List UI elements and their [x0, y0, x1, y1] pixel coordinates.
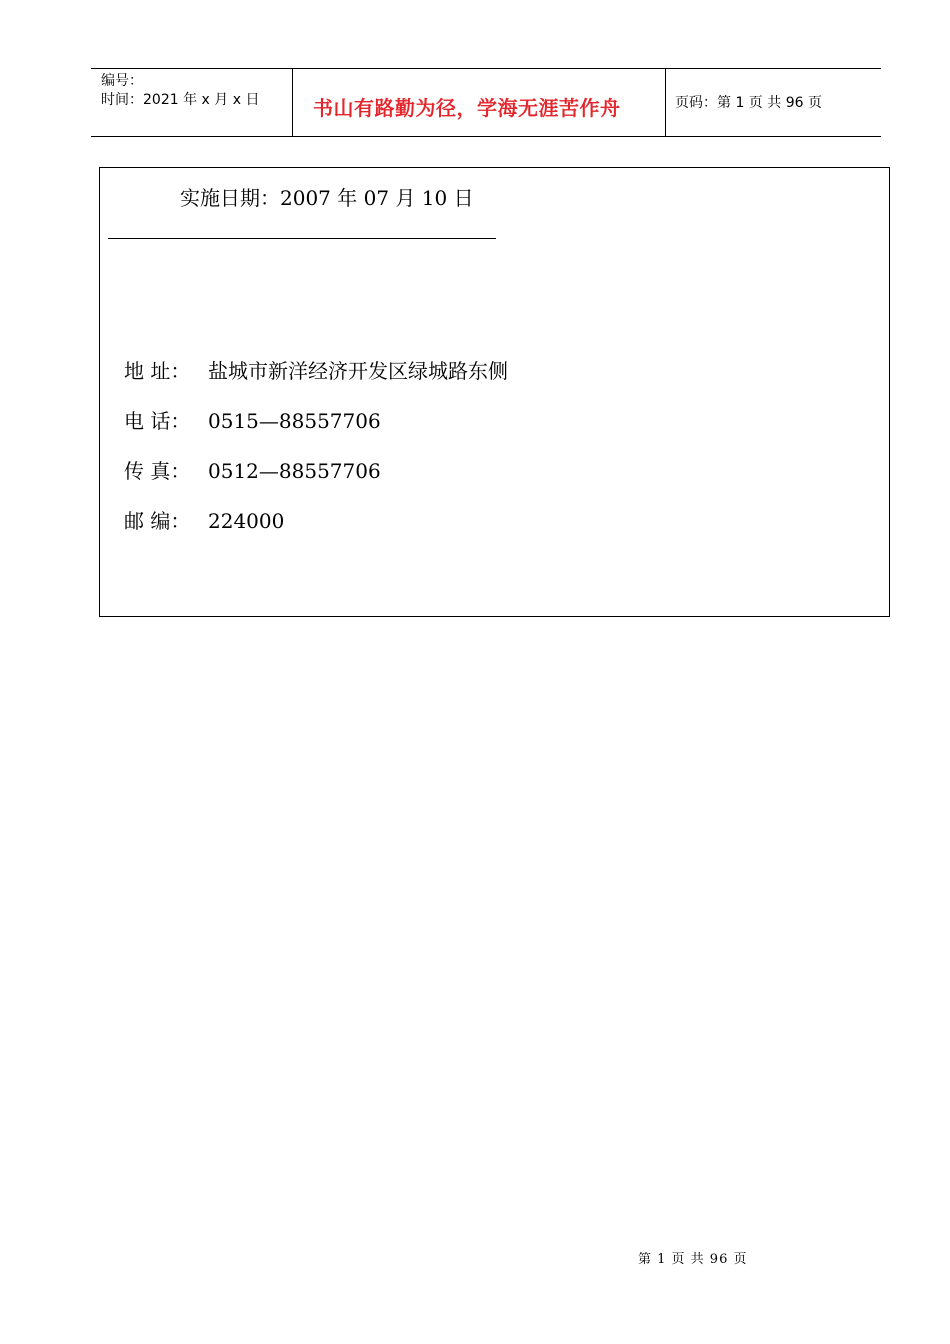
fax-label: 传 真： [124, 459, 191, 483]
document-header [91, 68, 881, 137]
signature-line [108, 238, 496, 239]
time-text: 时间：2021 年 x 月 x 日 [101, 92, 260, 108]
implementation-date: 实施日期：2007 年 07 月 10 日 [180, 186, 474, 210]
code-label: 编号： [101, 73, 143, 89]
header-middle-cell [293, 69, 666, 136]
header-page-number: 页码：第 1 页 共 96 页 [675, 95, 822, 111]
header-right-cell [666, 69, 881, 136]
motto-text: 书山有路勤为径，学海无涯苦作舟 [313, 96, 621, 120]
address-value: 盐城市新洋经济开发区绿城路东侧 [208, 359, 508, 383]
postcode-label: 邮 编： [124, 509, 191, 533]
phone-row [124, 405, 381, 434]
phone-label: 电 话： [124, 409, 191, 433]
postcode-row [124, 505, 284, 534]
content-box [99, 167, 890, 617]
postcode-value: 224000 [208, 509, 285, 533]
address-row [124, 355, 508, 384]
footer-page-number: 第 1 页 共 96 页 [638, 1252, 748, 1267]
address-label: 地 址： [124, 359, 191, 383]
fax-row [124, 455, 381, 484]
header-left-cell [91, 69, 293, 136]
phone-value: 0515—88557706 [208, 409, 381, 433]
fax-value: 0512—88557706 [208, 459, 381, 483]
